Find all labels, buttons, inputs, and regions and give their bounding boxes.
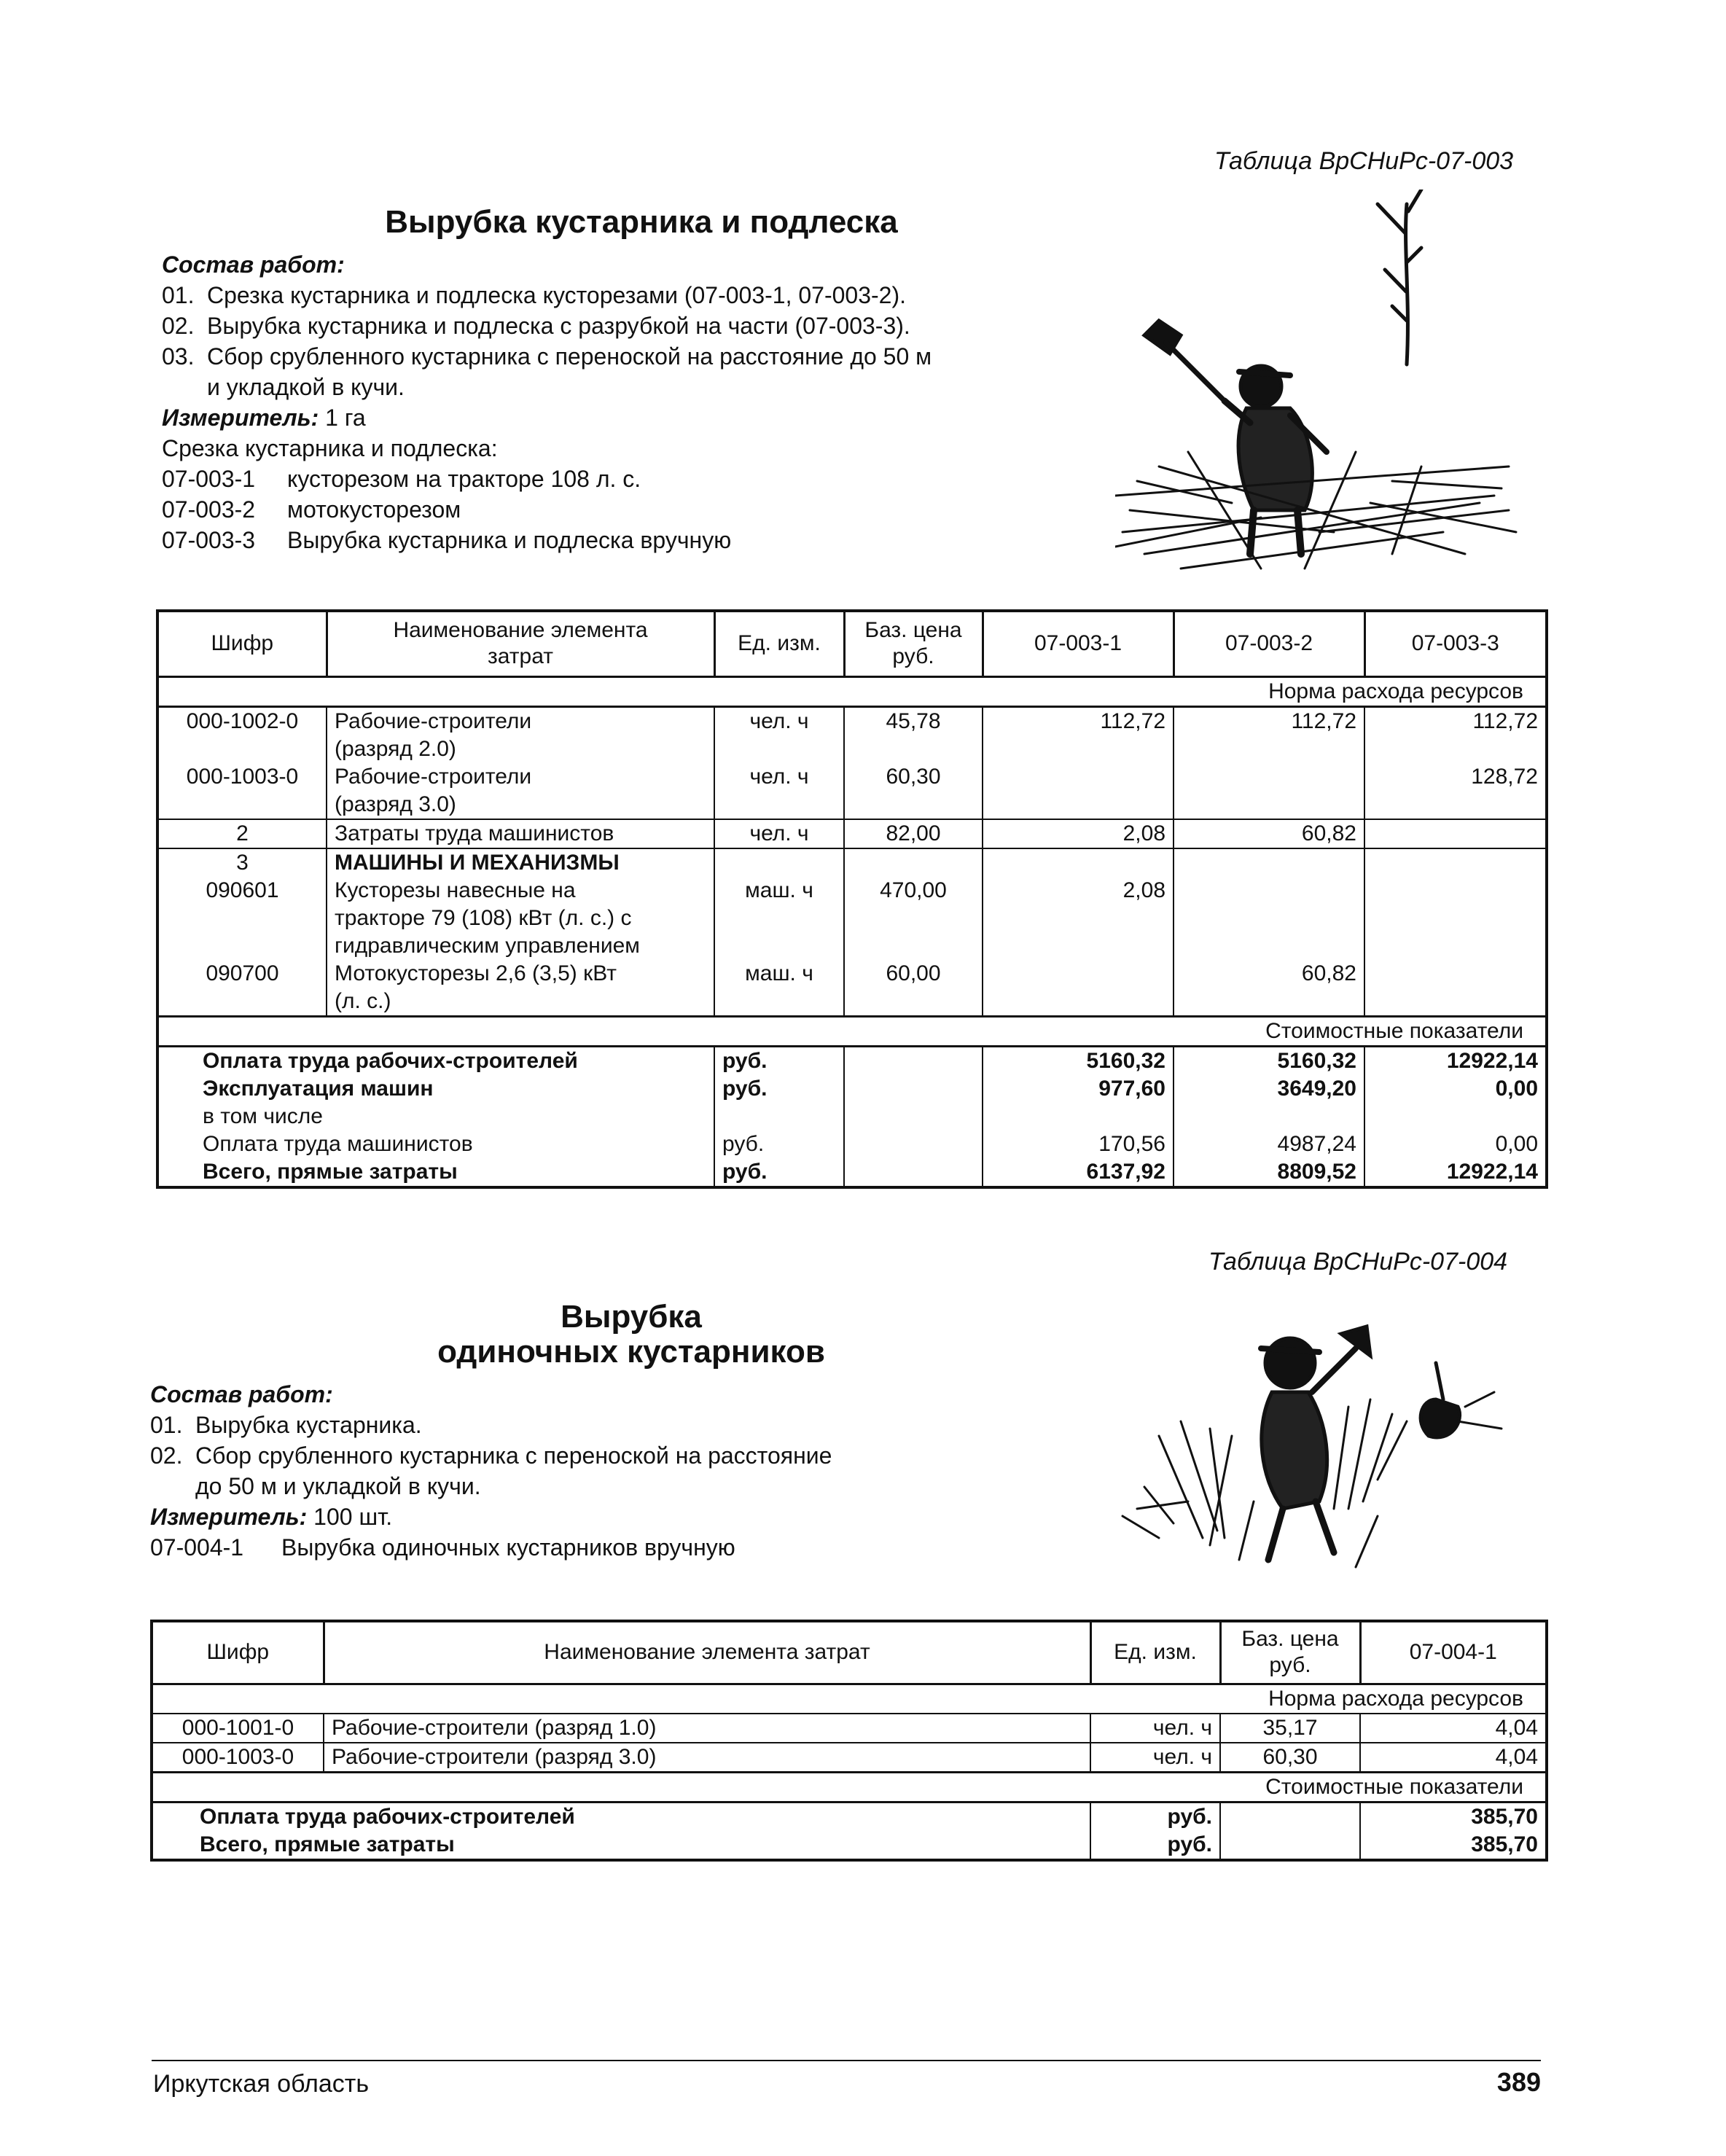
variant-line: 07-004-1 Вырубка одиночных кустарников вручную xyxy=(150,1534,735,1561)
footer-rule xyxy=(152,2060,1541,2061)
table-row: 000-1003-0 Рабочие-строители (разряд 3.0) чел. ч 60,30 4,04 xyxy=(152,1743,1547,1773)
cost-row-total: Всего, прямые затраты руб. 385,70 xyxy=(152,1831,1547,1860)
table-row-group-heading: 3 МАШИНЫ И МЕХАНИЗМЫ xyxy=(157,848,1547,877)
col-header-07-003-3: 07-003-3 xyxy=(1364,611,1547,676)
cost-row: Эксплуатация машин руб. 977,60 3649,20 0,00 xyxy=(157,1075,1547,1103)
norms-table-07-003 xyxy=(156,609,1548,1189)
col-header-07-003-2: 07-003-2 xyxy=(1174,611,1364,676)
work-step: 01. Вырубка кустарника. xyxy=(150,1412,422,1438)
sostav-label: Состав работ: xyxy=(162,251,345,278)
table-caption-07-004: Таблица ВрСНиРс-07-004 xyxy=(1208,1248,1508,1276)
work-step: 03. Сбор срубленного кустарника с переноской на расстояние до 50 м xyxy=(162,343,932,370)
col-header-price: Баз. цена руб. xyxy=(844,611,983,676)
variant-line: 07-003-3 Вырубка кустарника и подлеска вручную xyxy=(162,527,732,553)
table-row: 000-1001-0 Рабочие-строители (разряд 1.0) чел. ч 35,17 4,04 xyxy=(152,1714,1547,1743)
izmeritel: Измеритель: 1 га xyxy=(162,405,366,431)
table-header-row xyxy=(152,1621,1547,1684)
section-text-07-004 xyxy=(150,1379,1127,1563)
table-row: 090601 Кусторезы навесные на тракторе 79 (108) кВт (л. с.) с гидравлическим управлением маш. ч 470,00 2,08 xyxy=(157,877,1547,960)
work-step-continuation: и укладкой в кучи. xyxy=(207,374,405,400)
work-step-continuation: до 50 м и укладкой в кучи. xyxy=(195,1473,481,1499)
norms-table-07-004 xyxy=(150,1620,1548,1862)
table-row: 000-1003-0 Рабочие-строители (разряд 3.0) чел. ч 60,30 128,72 xyxy=(157,763,1547,819)
cost-row: Оплата труда рабочих-строителей руб. 385,70 xyxy=(152,1802,1547,1831)
sostav-label: Состав работ: xyxy=(150,1381,333,1407)
section-title-07-003: Вырубка кустарника и подлеска xyxy=(385,204,898,240)
variant-line: 07-003-2 мотокусторезом xyxy=(162,496,461,523)
illustration-single-bush xyxy=(1115,1319,1523,1589)
footer-region: Иркутская область xyxy=(153,2070,370,2098)
cost-row: Оплата труда машинистов руб. 170,56 4987,24 0,00 xyxy=(157,1130,1547,1158)
section-row-costs: Стоимостные показатели xyxy=(157,1016,1547,1046)
col-header-07-003-1: 07-003-1 xyxy=(983,611,1174,676)
col-header-price: Баз. цена руб. xyxy=(1220,1621,1360,1684)
col-header-name: Наименование элемента затрат xyxy=(327,611,714,676)
work-step: 02. Вырубка кустарника и подлеска с разрубкой на части (07-003-3). xyxy=(162,313,910,339)
table-row: 000-1002-0 Рабочие-строители (разряд 2.0) чел. ч 45,78 112,72 112,72 112,72 xyxy=(157,706,1547,763)
section-row-norms: Норма расхода ресурсов xyxy=(152,1684,1547,1714)
table-header-row xyxy=(157,611,1547,676)
col-header-shifr: Шифр xyxy=(152,1621,324,1684)
section-row-norms: Норма расхода ресурсов xyxy=(157,676,1547,706)
variant-line: 07-003-1 кусторезом на тракторе 108 л. с. xyxy=(162,466,641,492)
col-header-07-004-1: 07-004-1 xyxy=(1360,1621,1547,1684)
table-row: 2 Затраты труда машинистов чел. ч 82,00 2,08 60,82 xyxy=(157,819,1547,848)
col-header-unit: Ед. изм. xyxy=(714,611,844,676)
col-header-unit: Ед. изм. xyxy=(1090,1621,1220,1684)
section-text-07-003 xyxy=(162,249,1139,555)
section-row-costs: Стоимостные показатели xyxy=(152,1772,1547,1802)
illustration-bush-cutting xyxy=(1115,190,1523,583)
table-caption-07-003: Таблица ВрСНиРс-07-003 xyxy=(1214,147,1514,175)
page-number: 389 xyxy=(1496,2067,1541,2097)
cost-row: в том числе xyxy=(157,1103,1547,1130)
izmeritel: Измеритель: 100 шт. xyxy=(150,1504,393,1530)
col-header-name: Наименование элемента затрат xyxy=(324,1621,1090,1684)
work-step: 02. Сбор срубленного кустарника с переноской на расстояние xyxy=(150,1442,832,1469)
section-title-07-004-line1: Вырубка xyxy=(561,1299,702,1335)
cost-row-total: Всего, прямые затраты руб. 6137,92 8809,52 12922,14 xyxy=(157,1158,1547,1187)
col-header-shifr: Шифр xyxy=(157,611,327,676)
work-step: 01. Срезка кустарника и подлеска кусторезами (07-003-1, 07-003-2). xyxy=(162,282,906,308)
section-title-07-004-line2: одиночных кустарников xyxy=(437,1334,825,1370)
table-row: 090700 Мотокусторезы 2,6 (3,5) кВт (л. с.) маш. ч 60,00 60,82 xyxy=(157,960,1547,1017)
variants-subhead: Срезка кустарника и подлеска: xyxy=(162,435,498,461)
cost-row: Оплата труда рабочих-строителей руб. 5160,32 5160,32 12922,14 xyxy=(157,1046,1547,1075)
